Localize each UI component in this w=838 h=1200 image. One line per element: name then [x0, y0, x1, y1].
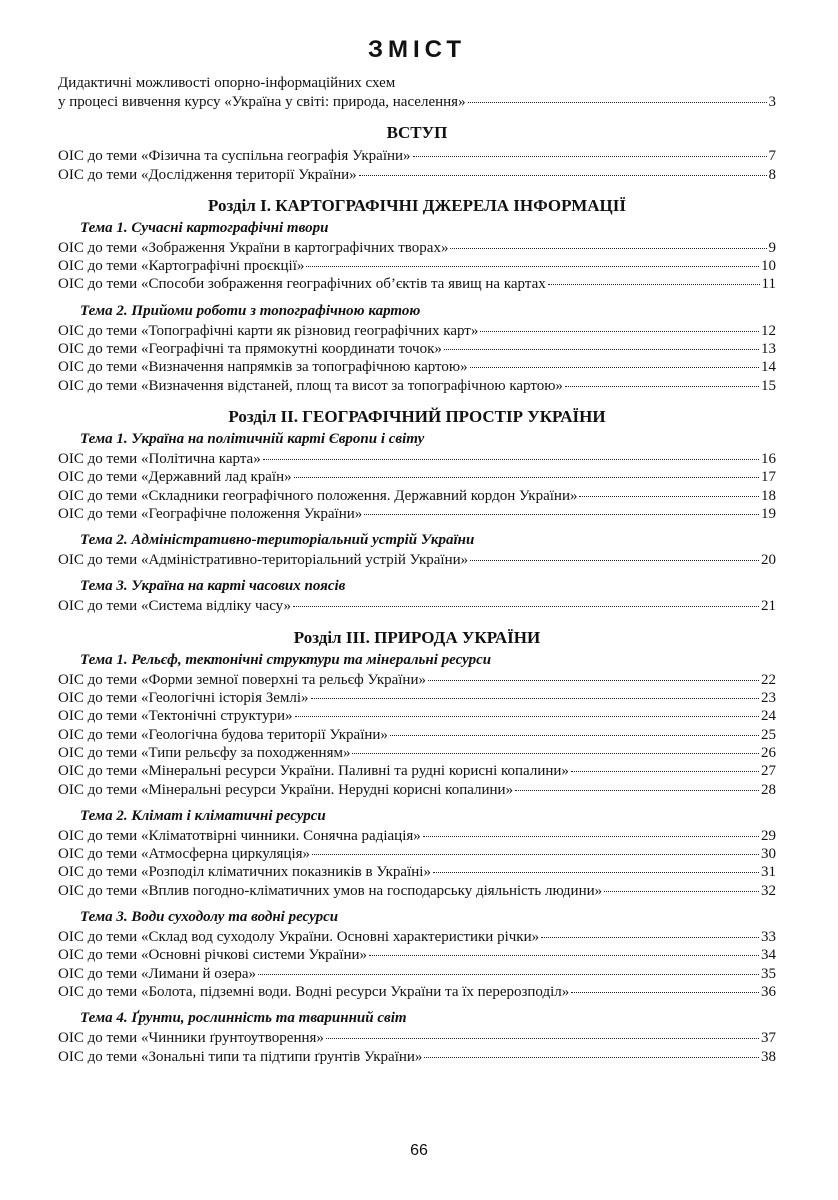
entry-text: ОІС до теми «Адміністративно-територіальний устрій України»	[58, 552, 469, 569]
toc-entry	[58, 257, 776, 275]
entry-text: ОІС до теми «Картографічні проєкції»	[58, 258, 305, 275]
entry-text: ОІС до теми «Атмосферна циркуляція»	[58, 846, 311, 863]
toc-entry	[58, 1029, 776, 1047]
entry-page: 29	[761, 827, 776, 844]
dot-leader	[390, 735, 759, 736]
toc-entry	[58, 358, 776, 376]
toc-entry	[58, 762, 776, 780]
toc-entry	[58, 744, 776, 762]
topic-heading: Тема 2. Прийоми роботи з топографічною картою	[80, 302, 421, 319]
toc-entry	[58, 882, 776, 900]
entry-page: 8	[768, 166, 776, 183]
toc-entry	[58, 322, 776, 340]
entry-page: 27	[761, 763, 776, 780]
toc-entry	[58, 781, 776, 799]
entry-page: 26	[761, 744, 776, 761]
entry-page: 24	[761, 708, 776, 725]
dot-leader	[541, 937, 759, 938]
section-heading: Розділ I. КАРТОГРАФІЧНІ ДЖЕРЕЛА ІНФОРМАЦІЇ	[207, 195, 626, 215]
entry-text: ОІС до теми «Державний лад країн»	[58, 469, 292, 486]
entry-page: 19	[761, 505, 776, 522]
entry-text: ОІС до теми «Способи зображення географічних об’єктів та явищ на картах	[58, 276, 546, 293]
entry-page: 22	[761, 671, 776, 688]
dot-leader	[352, 753, 759, 754]
toc-entry	[58, 468, 776, 486]
entry-text: ОІС до теми «Геологічна будова території України»	[58, 726, 388, 743]
toc-entry	[58, 726, 776, 744]
toc-entry	[58, 147, 776, 165]
toc-entry	[58, 275, 776, 293]
dot-leader	[470, 560, 759, 561]
toc-entry	[58, 340, 776, 358]
topic-heading: Тема 1. Сучасні картографічні твори	[80, 219, 329, 236]
toc-entry	[58, 239, 776, 257]
dot-leader	[423, 836, 759, 837]
entry-page: 9	[768, 239, 776, 256]
dot-leader	[470, 367, 759, 368]
entry-page: 11	[761, 276, 776, 293]
entry-text: ОІС до теми «Типи рельєфу за походженням»	[58, 744, 351, 761]
toc-entry	[58, 487, 776, 505]
entry-text: ОІС до теми «Вплив погодно-кліматичних умов на господарську діяльність людини»	[58, 882, 603, 899]
entry-page: 32	[761, 882, 776, 899]
section-heading: Розділ II. ГЕОГРАФІЧНИЙ ПРОСТІР УКРАЇНИ	[228, 406, 606, 426]
dot-leader	[364, 514, 759, 515]
entry-text: ОІС до теми «Лимани й озера»	[58, 965, 257, 982]
dot-leader	[444, 349, 759, 350]
entry-text: ОІС до теми «Політична карта»	[58, 450, 261, 467]
entry-page: 36	[761, 983, 776, 1000]
dot-leader	[258, 974, 759, 975]
dot-leader	[293, 606, 759, 607]
topic-heading: Тема 4. Ґрунти, рослинність та тваринний світ	[80, 1010, 407, 1027]
sections-container	[58, 196, 776, 1066]
entry-text: ОІС до теми «Географічне положення України»	[58, 505, 363, 522]
entry-text: ОІС до теми «Складники географічного положення. Державний кордон України»	[58, 487, 578, 504]
toc-entry	[58, 983, 776, 1001]
entry-text: ОІС до теми «Зональні типи та підтипи ґрунтів України»	[58, 1048, 423, 1065]
intro-line-1: Дидактичні можливості опорно-інформаційних схем	[58, 75, 396, 91]
entry-text: ОІС до теми «Основні річкові системи України»	[58, 947, 368, 964]
entry-page: 10	[761, 258, 776, 275]
entry-text: ОІС до теми «Дослідження території України»	[58, 166, 357, 183]
toc-entry	[58, 707, 776, 725]
topic-heading: Тема 1. Рельєф, тектонічні структури та мінеральні ресурси	[80, 651, 492, 668]
entry-page: 20	[761, 552, 776, 569]
entry-page: 14	[761, 359, 776, 376]
toc-entry	[58, 551, 776, 569]
section-heading: Розділ III. ПРИРОДА УКРАЇНИ	[293, 627, 541, 647]
entry-text: ОІС до теми «Зображення України в картографічних творах»	[58, 239, 449, 256]
dot-leader	[413, 156, 767, 157]
toc-entry	[58, 928, 776, 946]
entry-text: ОІС до теми «Географічні та прямокутні координати точок»	[58, 341, 442, 358]
entry-page: 3	[768, 94, 776, 110]
entry-page: 33	[761, 929, 776, 946]
toc-entry	[58, 965, 776, 983]
dot-leader	[369, 955, 759, 956]
page-title: ЗМІСТ	[367, 36, 467, 63]
dot-leader	[295, 716, 760, 717]
entry-page: 15	[761, 377, 776, 394]
toc-entry	[58, 845, 776, 863]
dot-leader	[424, 1057, 759, 1058]
toc-entry	[58, 450, 776, 468]
dot-leader	[571, 771, 759, 772]
section-heading-vstup: ВСТУП	[386, 123, 448, 143]
toc-entry	[58, 93, 776, 111]
entry-page: 13	[761, 341, 776, 358]
dot-leader	[294, 477, 759, 478]
entry-text: ОІС до теми «Топографічні карти як різновид географічних карт»	[58, 322, 479, 339]
entry-page: 16	[761, 450, 776, 467]
dot-leader	[468, 102, 767, 103]
dot-leader	[579, 496, 759, 497]
dot-leader	[548, 284, 760, 285]
entry-page: 34	[761, 947, 776, 964]
entry-text: ОІС до теми «Кліматотвірні чинники. Сонячна радіація»	[58, 827, 421, 844]
entry-text: ОІС до теми «Геологічні історія Землі»	[58, 690, 309, 707]
entry-text: ОІС до теми «Болота, підземні води. Водні ресурси України та їх перерозподіл»	[58, 983, 570, 1000]
entry-page: 35	[761, 965, 776, 982]
entry-page: 37	[761, 1030, 776, 1047]
topic-heading: Тема 1. Україна на політичній карті Європи і світу	[80, 430, 425, 447]
entry-page: 18	[761, 487, 776, 504]
entry-text: ОІС до теми «Система відліку часу»	[58, 598, 292, 615]
entry-page: 23	[761, 690, 776, 707]
toc-page	[58, 36, 776, 1066]
topic-heading: Тема 3. Україна на карті часових поясів	[80, 578, 346, 595]
toc-entry	[58, 377, 776, 395]
dot-leader	[515, 790, 759, 791]
page-number: 66	[410, 1142, 428, 1159]
dot-leader	[326, 1038, 759, 1039]
entry-text: ОІС до теми «Визначення напрямків за топографічною картою»	[58, 359, 468, 376]
toc-entry	[58, 946, 776, 964]
entry-text: ОІС до теми «Визначення відстаней, площ та висот за топографічною картою»	[58, 377, 563, 394]
dot-leader	[450, 248, 766, 249]
topic-heading: Тема 2. Клімат і кліматичні ресурси	[80, 807, 326, 824]
toc-entry	[58, 505, 776, 523]
entry-text: ОІС до теми «Фізична та суспільна географія України»	[58, 148, 411, 165]
dot-leader	[433, 872, 759, 873]
intro-block	[58, 74, 776, 111]
dot-leader	[263, 459, 759, 460]
toc-entry	[58, 1048, 776, 1066]
entry-text: у процесі вивчення курсу «Україна у світі: природа, населення»	[58, 94, 466, 110]
dot-leader	[604, 891, 759, 892]
entry-text: ОІС до теми «Склад вод суходолу України. Основні характеристики річки»	[58, 929, 540, 946]
entry-page: 7	[768, 148, 776, 165]
entry-text: ОІС до теми «Розподіл кліматичних показників в Україні»	[58, 864, 431, 881]
dot-leader	[428, 680, 759, 681]
entry-text: ОІС до теми «Форми земної поверхні та рельєф України»	[58, 671, 426, 688]
dot-leader	[359, 175, 767, 176]
topic-heading: Тема 2. Адміністративно-територіальний устрій України	[80, 532, 475, 549]
entry-text: ОІС до теми «Тектонічні структури»	[58, 708, 293, 725]
entry-page: 38	[761, 1048, 776, 1065]
entry-page: 30	[761, 846, 776, 863]
dot-leader	[311, 698, 759, 699]
toc-entry	[58, 597, 776, 615]
toc-entry	[58, 827, 776, 845]
dot-leader	[312, 854, 759, 855]
entry-page: 31	[761, 864, 776, 881]
dot-leader	[571, 992, 759, 993]
entry-text: ОІС до теми «Мінеральні ресурси України. Нерудні корисні копалини»	[58, 781, 514, 798]
dot-leader	[306, 266, 759, 267]
toc-entry	[58, 863, 776, 881]
entry-page: 28	[761, 781, 776, 798]
topic-heading: Тема 3. Води суходолу та водні ресурси	[80, 909, 339, 926]
dot-leader	[565, 386, 759, 387]
dot-leader	[480, 331, 759, 332]
toc-entry	[58, 671, 776, 689]
toc-entry	[58, 166, 776, 184]
entry-text: ОІС до теми «Чинники ґрунтоутворення»	[58, 1030, 324, 1047]
entry-page: 21	[761, 598, 776, 615]
entry-text: ОІС до теми «Мінеральні ресурси України. Паливні та рудні корисні копалини»	[58, 763, 569, 780]
entry-page: 17	[761, 469, 776, 486]
entry-page: 25	[761, 726, 776, 743]
entry-page: 12	[761, 322, 776, 339]
toc-entry	[58, 689, 776, 707]
